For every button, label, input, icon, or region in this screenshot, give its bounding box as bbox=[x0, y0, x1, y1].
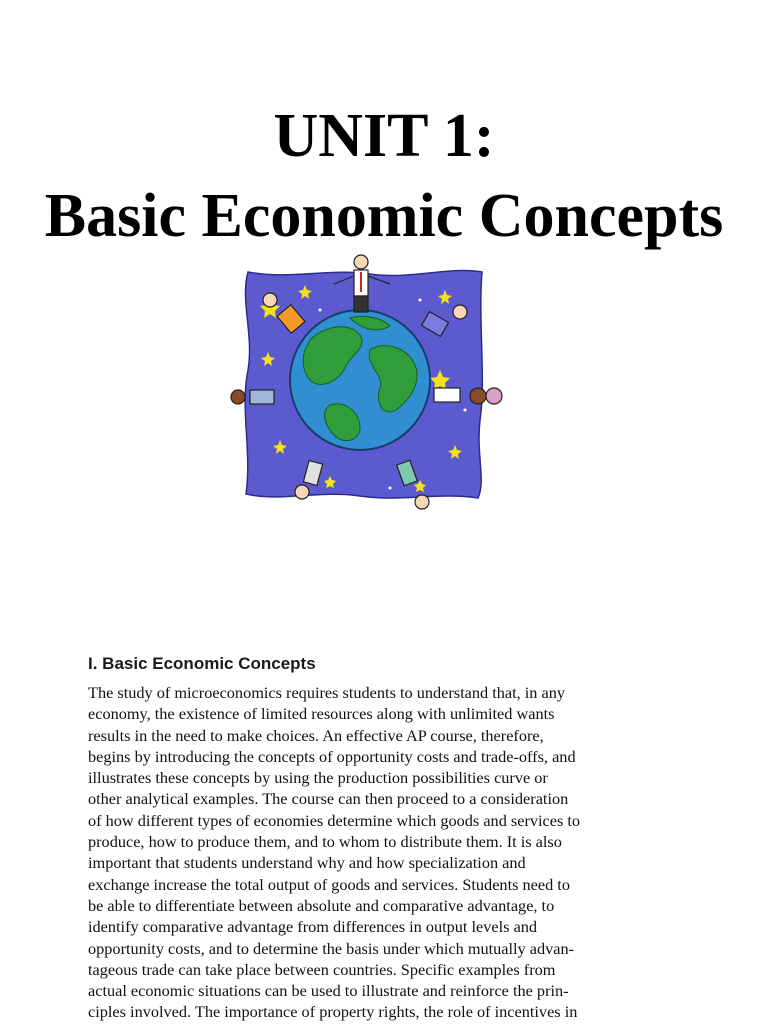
unit-title: Basic Economic Concepts bbox=[44, 182, 724, 250]
paragraph-line: produce, how to produce them, and to whom to distribute them. It is also bbox=[88, 832, 562, 852]
unit-number-title: UNIT 1: bbox=[273, 102, 495, 170]
paragraph-line: The study of microeconomics requires students to understand that, in any bbox=[88, 683, 566, 702]
paragraph-line: actual economic situations can be used to illustrate and reinforce the prin- bbox=[88, 981, 569, 1001]
paragraph-line: of how different types of economies determine which goods and services to bbox=[88, 810, 581, 830]
paragraph-line: ciples involved. The importance of property rights, the role of incentives in bbox=[88, 1002, 578, 1022]
paragraph-line: be able to differentiate between absolute and comparative advantage, to bbox=[88, 895, 555, 915]
paragraph-line: other analytical examples. The course can then proceed to a consideration bbox=[88, 789, 569, 809]
paragraph-line: illustrates these concepts by using the production possibilities curve or bbox=[88, 768, 548, 788]
paragraph-line: begins by introducing the concepts of opportunity costs and trade-offs, and bbox=[88, 746, 576, 766]
paragraph-line: economy, the existence of limited resources along with unlimited wants bbox=[88, 704, 555, 724]
body-paragraph bbox=[88, 682, 688, 1023]
globe bbox=[290, 310, 430, 450]
paragraph-line: important that students understand why and how specialization and bbox=[88, 853, 526, 873]
paragraph-line: results in the need to make choices. An effective AP course, therefore, bbox=[88, 725, 544, 745]
paragraph-line: tageous trade can take place between countries. Specific examples from bbox=[88, 959, 556, 979]
paragraph-line: identify comparative advantage from differences in output levels and bbox=[88, 917, 538, 937]
paragraph-line: opportunity costs, and to determine the basis under which mutually advan- bbox=[88, 938, 575, 958]
section-heading: I. Basic Economic Concepts bbox=[88, 654, 316, 673]
paragraph-line: exchange increase the total output of goods and services. Students need to bbox=[88, 874, 570, 894]
globe-with-people-icon bbox=[210, 240, 530, 530]
